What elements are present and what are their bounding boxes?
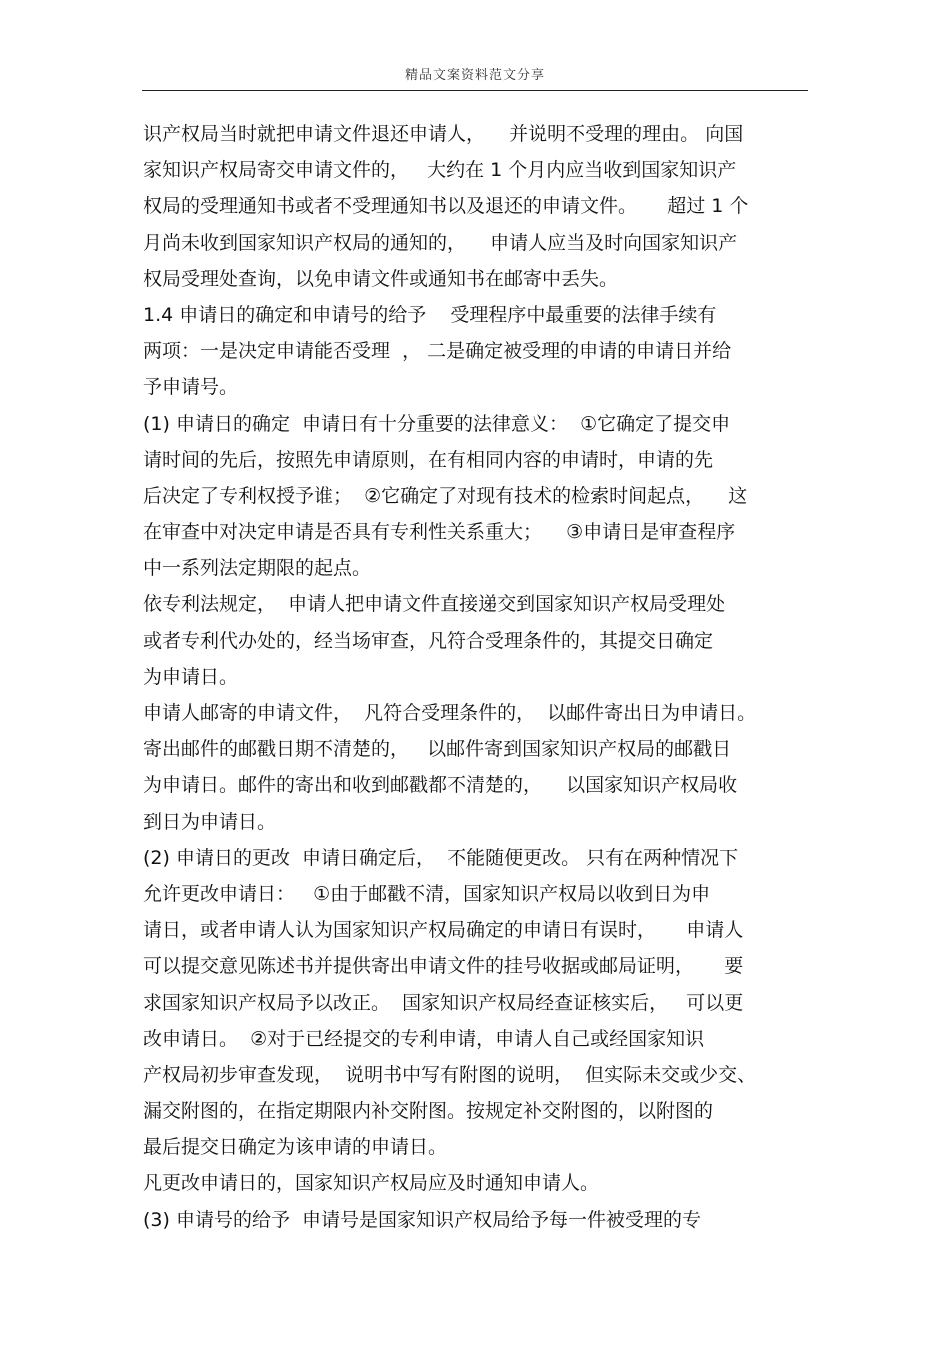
text-line: 请时间的先后，按照先申请原则，在有相同内容的申请时，申请的先 (143, 448, 714, 471)
header-divider (142, 90, 808, 91)
text-line: 为申请日。 (143, 665, 239, 688)
text-line: 改申请日。 ②对于已经提交的专利申请，申请人自己或经国家知识 (143, 1027, 705, 1050)
subsection-line: (3) 申请号的给予 申请号是国家知识产权局给予每一件被受理的专 (143, 1208, 702, 1231)
text-line: 在审查中对决定申请是否具有专利性关系重大； ③申请日是审查程序 (143, 521, 736, 544)
text-line: 识产权局当时就把申请文件退还申请人， 并说明不受理的理由。 向国 (143, 123, 744, 145)
text-line: 为申请日。邮件的寄出和收到邮戳都不清楚的， 以国家知识产权局收 (143, 774, 738, 797)
text-line: 或者专利代办处的，经当场审查，凡符合受理条件的，其提交日确定 (143, 629, 714, 652)
text-line: 中一系列法定期限的起点。 (143, 557, 372, 580)
text-line: 家知识产权局寄交申请文件的， 大约在 1 个月内应当收到国家知识产 (143, 159, 737, 182)
text-line: 依专利法规定， 申请人把申请文件直接递交到国家知识产权局受理处 (143, 593, 726, 616)
text-line: 允许更改申请日： ①由于邮戳不清，国家知识产权局以收到日为申 (143, 882, 711, 905)
page-header-title: 精品文案资料范文分享 (404, 68, 545, 83)
text-line: 产权局初步审查发现， 说明书中写有附图的说明， 但实际未交或少交、 (143, 1063, 757, 1086)
text-line: 可以提交意见陈述书并提供寄出申请文件的挂号收据或邮局证明， 要 (143, 955, 744, 978)
subsection-line: (1) 申请日的确定 申请日有十分重要的法律意义： ①它确定了提交申 (143, 412, 731, 435)
text-line: 求国家知识产权局予以改正。 国家知识产权局经查证核实后， 可以更 (143, 991, 744, 1014)
text-line: 后决定了专利权授予谁； ②它确定了对现有技术的检索时间起点， 这 (143, 484, 748, 507)
text-line: 月尚未收到国家知识产权局的通知的， 申请人应当及时向国家知识产 (143, 231, 738, 254)
text-line: 漏交附图的，在指定期限内补交附图。按规定补交附图的，以附图的 (143, 1100, 714, 1123)
text-line: 申请人邮寄的申请文件， 凡符合受理条件的， 以邮件寄出日为申请日。 (143, 702, 757, 724)
text-line: 最后提交日确定为该申请的申请日。 (143, 1136, 448, 1159)
text-line: 权局的受理通知书或者不受理通知书以及退还的申请文件。 超过 1 个 (143, 195, 749, 218)
text-line: 两项：一是决定申请能否受理 ， 二是确定被受理的申请的申请日并给 (143, 340, 732, 363)
section-heading-line: 1.4 申请日的确定和申请号的给予 受理程序中最重要的法律手续有 (143, 303, 717, 326)
document-body (143, 116, 813, 1238)
text-line: 到日为申请日。 (143, 810, 277, 833)
text-line: 予申请号。 (143, 376, 239, 399)
text-line: 请日，或者申请人认为国家知识产权局确定的申请日有误时， 申请人 (143, 919, 744, 942)
text-line: 凡更改申请日的，国家知识产权局应及时通知申请人。 (143, 1172, 600, 1195)
text-line: 权局受理处查询，以免申请文件或通知书在邮寄中丢失。 (143, 267, 619, 290)
subsection-line: (2) 申请日的更改 申请日确定后， 不能随便更改。 只有在两种情况下 (143, 846, 739, 869)
text-line: 寄出邮件的邮戳日期不清楚的， 以邮件寄到国家知识产权局的邮戳日 (143, 738, 732, 761)
